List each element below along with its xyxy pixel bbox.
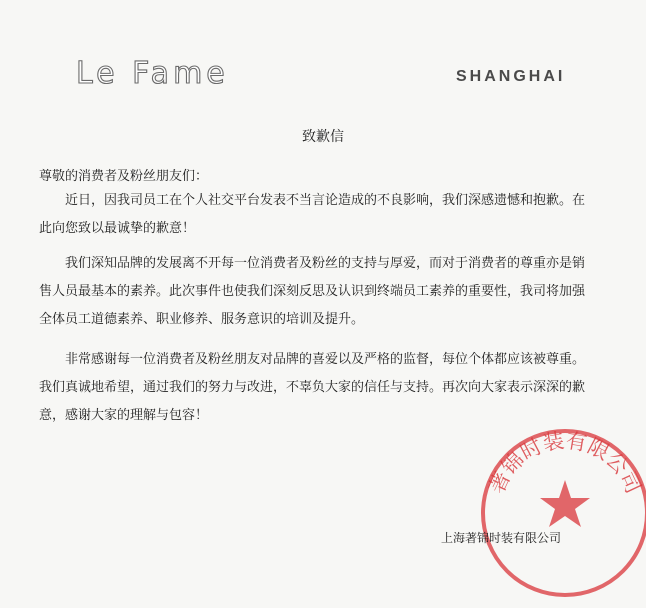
letter-greeting: 尊敬的消费者及粉丝朋友们： [39,169,209,184]
letter-title: 致歉信 [302,129,344,145]
company-name: 上海著锦时装有限公司 [441,531,562,545]
seal-lettering: 著锦时装有限公司 [484,428,646,498]
letter-paragraph [39,187,591,243]
seal-star-icon [540,480,590,527]
letter-paragraph [39,250,591,334]
brand-logo: Le Fame [76,56,229,91]
paragraph-text: 近日，因我司员工在个人社交平台发表不当言论造成的不良影响，我们深感遗憾和抱歉。在此向您致以最诚挚的歉意！ [39,193,586,236]
company-seal [470,418,646,608]
city-label: SHANGHAI [456,68,566,85]
paragraph-text: 非常感谢每一位消费者及粉丝朋友对品牌的喜爱以及严格的监督，每位个体都应该被尊重。我们真诚地希望，通过我们的努力与改进，不辜负大家的信任与支持。再次向大家表示深深的歉意，感谢大家的理解与包容！ [39,352,586,423]
paragraph-text: 我们深知品牌的发展离不开每一位消费者及粉丝的支持与厚爱，而对于消费者的尊重亦是销售人员最基本的素养。此次事件也使我们深刻反思及认识到终端员工素养的重要性，我司将加强全体员工道德素养、职业修养、服务意识的培训及提升。 [39,256,586,327]
